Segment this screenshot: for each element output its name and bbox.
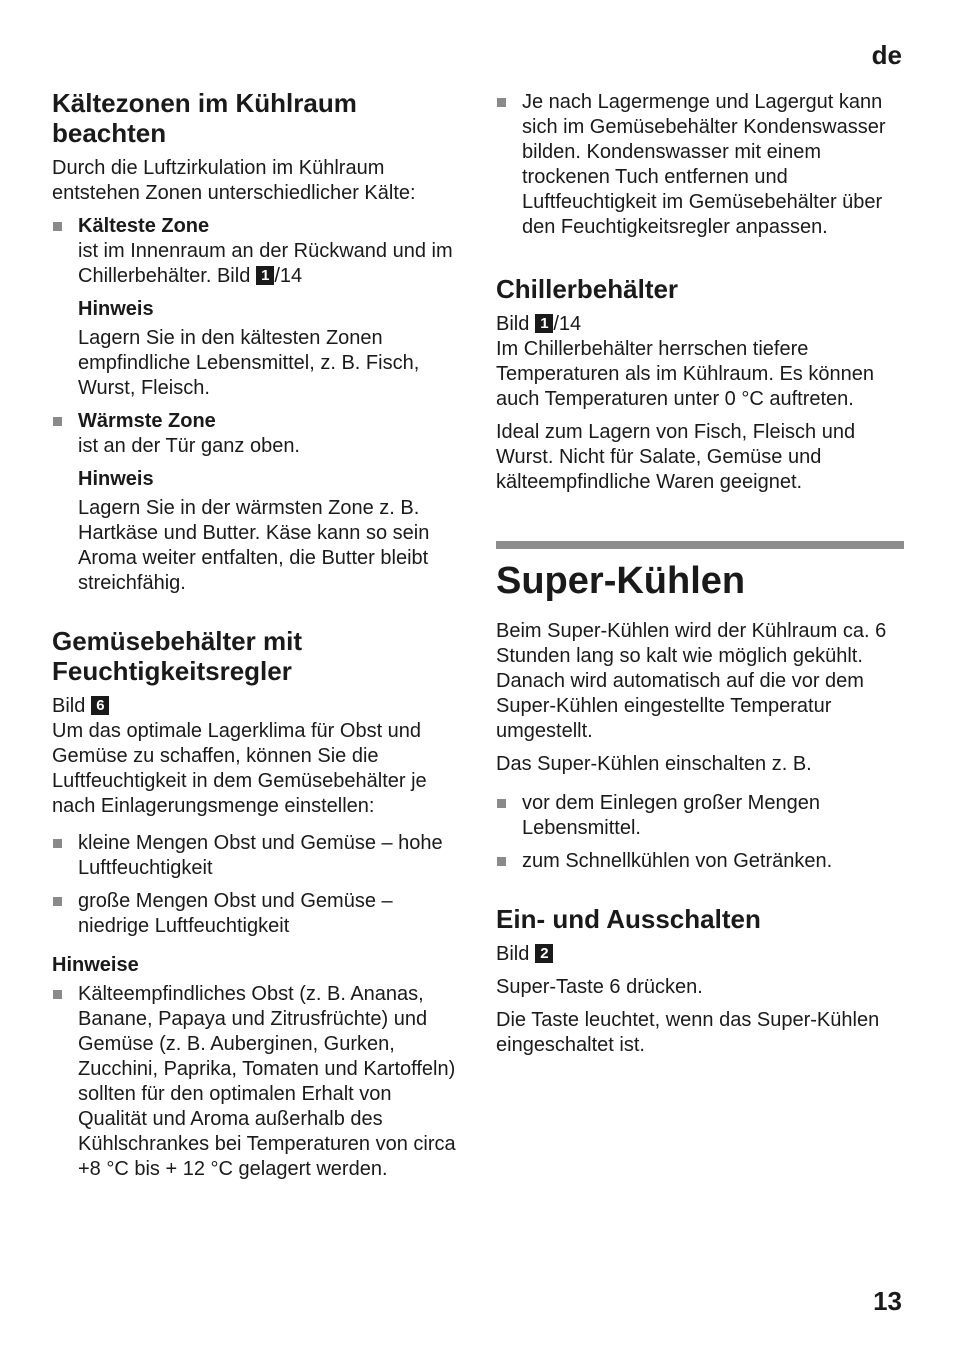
body-paragraph: Ideal zum Lagern von Fisch, Fleisch und Wurst. Nicht für Salate, Gemüse und kälteempfindliche Waren geeignet. — [496, 421, 856, 493]
list-item — [496, 849, 904, 874]
section-divider — [496, 541, 904, 549]
hinweise-heading: Hinweise — [52, 954, 139, 976]
body-paragraph: Um das optimale Lagerklima für Obst und Gemüse zu schaffen, können Sie die Luftfeuchtigkeit in dem Gemüsebehälter je nach Einlagerungsmenge einstellen: — [52, 720, 427, 817]
zone-label: Kälteste Zone — [78, 215, 210, 237]
zone-text: ist im Innenraum an der Rückwand und im Chillerbehälter. Bild — [78, 240, 453, 287]
figure-reference — [52, 694, 462, 719]
figure-page-ref: /14 — [274, 265, 303, 287]
note-heading: Hinweis — [78, 298, 154, 320]
humidity-list — [52, 831, 462, 939]
note-text: Lagern Sie in den kältesten Zonen empfindliche Lebensmittel, z. B. Fisch, Wurst, Fleisch. — [78, 327, 420, 399]
note-block — [52, 467, 462, 596]
bild-label: Bild — [496, 313, 530, 335]
bild-label: Bild — [52, 695, 86, 717]
bullet-icon — [497, 857, 506, 866]
bullet-icon — [53, 839, 62, 848]
list-item-text: vor dem Einlegen großer Mengen Lebensmittel. — [522, 792, 820, 839]
super-list — [496, 791, 904, 874]
note-heading: Hinweis — [78, 468, 154, 490]
bullet-icon — [497, 98, 506, 107]
bullet-icon — [53, 897, 62, 906]
zone-text: ist an der Tür ganz oben. — [78, 435, 300, 457]
hinweise-list — [52, 982, 462, 1182]
intro-paragraph: Durch die Luftzirkulation im Kühlraum entstehen Zonen unterschiedlicher Kälte: — [52, 157, 416, 204]
figure-page-ref: /14 — [553, 313, 582, 335]
figure-number-badge: 6 — [91, 696, 109, 715]
right-column — [496, 90, 904, 1066]
heading-super-kuehlen: Super-Kühlen — [496, 560, 746, 602]
hinweise-list-continued — [496, 90, 904, 240]
list-item — [52, 409, 462, 459]
zone-label: Wärmste Zone — [78, 410, 216, 432]
figure-reference — [496, 942, 904, 967]
list-item-text: Kälteempfindliches Obst (z. B. Ananas, Banane, Papaya und Zitrusfrüchte) und Gemüse (z. B. Auberginen, Gurken, Zucchini, Paprika, Tomaten und Kartoffeln) sollten für den optimalen Erhalt von Qualität und Aroma außerhalb des Kühlschrankes bei Temperaturen von circa +8 °C bis + 12 °C gelagert werden. — [78, 983, 456, 1180]
body-paragraph: Im Chillerbehälter herrschen tiefere Temperaturen als im Kühlraum. Es können auch Temperaturen unter 0 °C auftreten. — [496, 338, 874, 410]
list-item-text: zum Schnellkühlen von Getränken. — [522, 850, 833, 872]
body-paragraph: Super-Taste 6 drücken. — [496, 976, 703, 998]
heading-ein-ausschalten: Ein- und Ausschalten — [496, 904, 761, 934]
list-item — [52, 889, 462, 939]
language-code: de — [871, 40, 902, 70]
note-block — [52, 297, 462, 401]
body-paragraph: Beim Super-Kühlen wird der Kühlraum ca. 6 Stunden lang so kalt wie möglich gekühlt. Danach wird automatisch auf die vor dem Super-Kühlen eingestellte Temperatur umgestellt. — [496, 620, 887, 742]
body-paragraph: Das Super-Kühlen einschalten z. B. — [496, 753, 812, 775]
body-paragraph: Die Taste leuchtet, wenn das Super-Kühlen eingeschaltet ist. — [496, 1009, 880, 1056]
heading-gemuesebehaelter: Gemüsebehälter mit Feuchtigkeitsregler — [52, 626, 302, 686]
bullet-icon — [53, 417, 62, 426]
bild-label: Bild — [496, 943, 530, 965]
zone-list — [52, 409, 462, 459]
heading-chillerbehaelter: Chillerbehälter — [496, 274, 679, 304]
list-item — [52, 982, 462, 1182]
left-column — [52, 88, 462, 1190]
bullet-icon — [53, 990, 62, 999]
list-item-text: Je nach Lagermenge und Lagergut kann sich im Gemüsebehälter Kondenswasser bilden. Kondenswasser mit einem trockenen Tuch entfernen und Luftfeuchtigkeit im Gemüsebehälter über den Feuchtigkeitsregler anpassen. — [522, 91, 886, 238]
figure-number-badge: 1 — [256, 266, 274, 285]
page-number: 13 — [873, 1286, 902, 1316]
bullet-icon — [497, 799, 506, 808]
heading-kaeltezonen: Kältezonen im Kühlraum beachten — [52, 88, 357, 148]
list-item-text: große Mengen Obst und Gemüse – niedrige Luftfeuchtigkeit — [78, 890, 393, 937]
figure-number-badge: 2 — [535, 944, 553, 963]
zone-list — [52, 214, 462, 289]
figure-number-badge: 1 — [535, 314, 553, 333]
bullet-icon — [53, 222, 62, 231]
note-text: Lagern Sie in der wärmsten Zone z. B. Hartkäse und Butter. Käse kann so sein Aroma weiter entfalten, die Butter bleibt streichfähig. — [78, 497, 430, 594]
list-item — [52, 831, 462, 881]
list-item — [52, 214, 462, 289]
list-item — [496, 90, 904, 240]
list-item-text: kleine Mengen Obst und Gemüse – hohe Luftfeuchtigkeit — [78, 832, 443, 879]
figure-reference — [496, 312, 904, 337]
list-item — [496, 791, 904, 841]
